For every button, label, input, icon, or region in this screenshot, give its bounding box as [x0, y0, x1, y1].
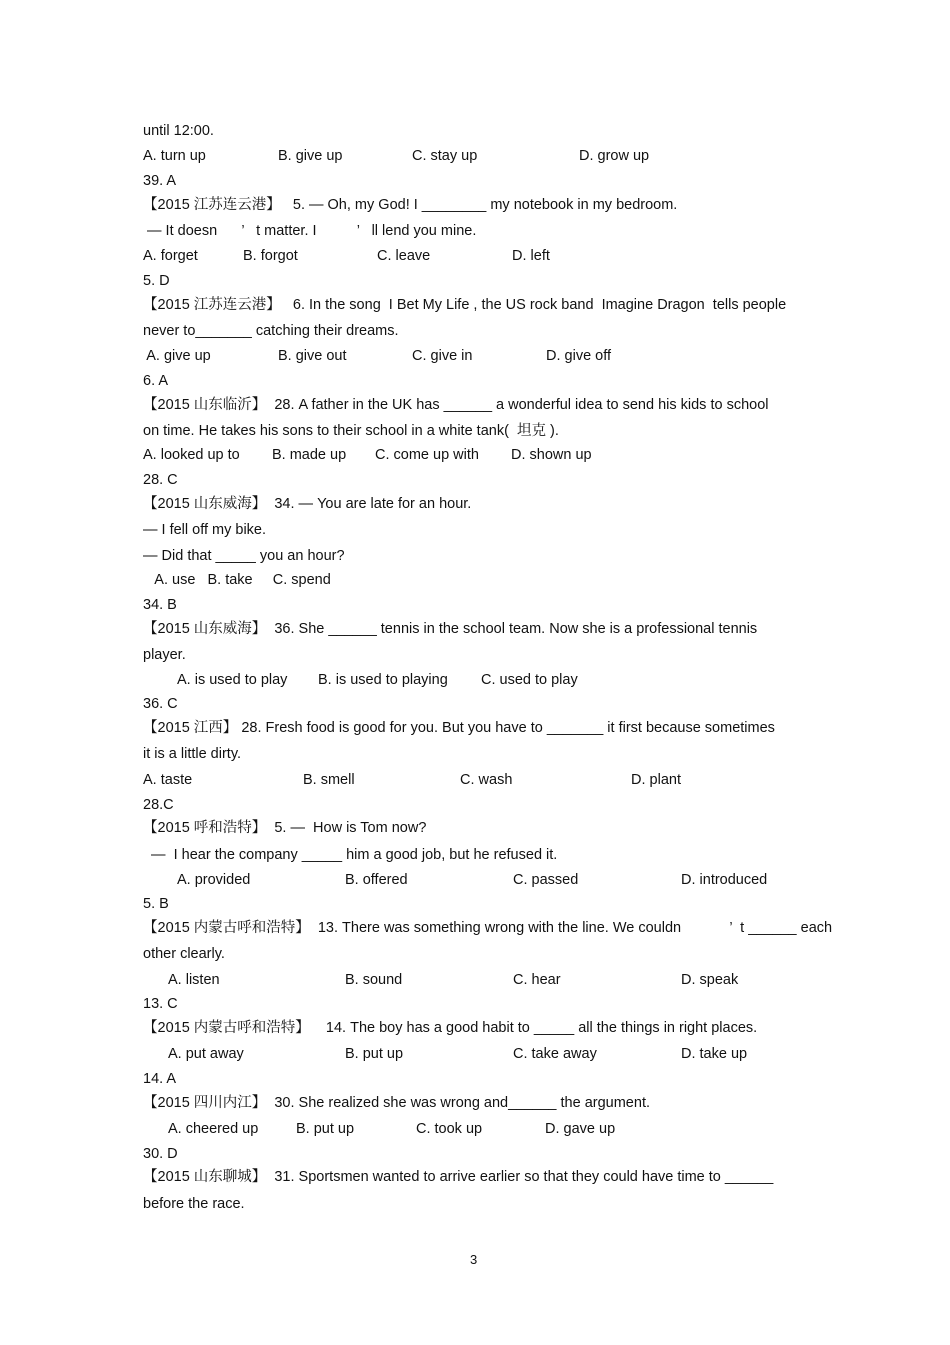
- line-text: 34. B: [143, 597, 177, 613]
- text-line: [143, 172, 176, 190]
- line-text: never to_______ catching their dreams.: [143, 323, 399, 339]
- source-tag: 【2015 呼和浩特】: [143, 820, 267, 836]
- text-line: [143, 422, 559, 440]
- line-text: 5. D: [143, 273, 170, 289]
- option-text: C. come up with: [375, 447, 479, 463]
- option-text: D. give off: [546, 348, 612, 364]
- line-text: — It doesn ’ t matter. I ’ ll lend you mine.: [143, 223, 477, 239]
- option-text: A. turn up: [143, 148, 206, 164]
- line-text: 30. She realized she was wrong and______ the argument.: [266, 1095, 650, 1111]
- option-text: D. introduced: [681, 872, 768, 888]
- line-text: 14. A: [143, 1071, 177, 1087]
- line-text: other clearly.: [143, 946, 225, 962]
- text-line: [143, 372, 168, 390]
- line-text: until 12:00.: [143, 123, 214, 139]
- question-line: [143, 620, 757, 638]
- source-tag: 【2015 江苏连云港】: [143, 197, 281, 213]
- source-tag: 【2015 山东临沂】: [143, 397, 267, 413]
- question-line: [143, 296, 786, 314]
- option-text: B. smell: [303, 772, 355, 788]
- text-line: [143, 695, 178, 713]
- option-text: C. leave: [377, 248, 431, 264]
- line-text: 14. The boy has a good habit to _____ all the things in right places.: [309, 1020, 758, 1036]
- line-text: — Did that _____ you an hour?: [143, 548, 345, 564]
- text-line: [143, 1145, 178, 1163]
- source-tag: 【2015 山东威海】: [143, 621, 267, 637]
- text-line: [143, 471, 178, 489]
- option-text: B. give out: [278, 348, 347, 364]
- option-text: A. cheered up: [168, 1121, 259, 1137]
- line-text: 28. Fresh food is good for you. But you have to _______ it first because sometimes: [237, 720, 775, 736]
- line-text: 28. C: [143, 472, 178, 488]
- line-text: 5. B: [143, 896, 169, 912]
- option-text: B. made up: [272, 447, 347, 463]
- text-line: [143, 272, 170, 290]
- option-text: A. forget: [143, 248, 198, 264]
- option-text: D. shown up: [511, 447, 592, 463]
- line-text: 6. In the song I Bet My Life , the US rock band Imagine Dragon tells people: [280, 297, 787, 313]
- option-text: D. take up: [681, 1046, 748, 1062]
- page-number: 3: [470, 1252, 478, 1267]
- text-line: [143, 846, 557, 864]
- source-tag: 【2015 内蒙古呼和浩特】: [143, 920, 310, 936]
- line-text: 13. C: [143, 996, 178, 1012]
- option-text: A. taste: [143, 772, 193, 788]
- text-line: [143, 945, 225, 963]
- text-line: [143, 122, 214, 140]
- line-text: — I hear the company _____ him a good job, but he refused it.: [143, 847, 558, 863]
- line-text: 5. — How is Tom now?: [266, 820, 427, 836]
- option-text: B. give up: [278, 148, 343, 164]
- line-text: it is a little dirty.: [143, 746, 242, 762]
- option-text: B. sound: [345, 972, 403, 988]
- question-line: [143, 819, 426, 837]
- line-text: 28.C: [143, 797, 174, 813]
- line-text: 36. C: [143, 696, 178, 712]
- question-line: [143, 495, 471, 513]
- text-line: [143, 1070, 176, 1088]
- option-text: A. give up: [143, 348, 211, 364]
- question-line: [143, 1094, 650, 1112]
- line-text: 34. — You are late for an hour.: [266, 496, 472, 512]
- text-line: [143, 796, 174, 814]
- option-text: C. hear: [513, 972, 561, 988]
- option-text: A. is used to play: [177, 672, 288, 688]
- option-text: D. gave up: [545, 1121, 616, 1137]
- source-tag: 【2015 四川内江】: [143, 1095, 267, 1111]
- option-text: B. put up: [296, 1121, 355, 1137]
- source-tag: 【2015 山东聊城】: [143, 1169, 267, 1185]
- source-tag: 【2015 江西】: [143, 720, 238, 736]
- line-text: 28. A father in the UK has ______ a wonderful idea to send his kids to school: [266, 397, 769, 413]
- line-text: player.: [143, 647, 186, 663]
- source-tag: 【2015 内蒙古呼和浩特】: [143, 1020, 310, 1036]
- option-text: A. provided: [177, 872, 251, 888]
- text-line: [143, 322, 399, 340]
- option-text: C. passed: [513, 872, 579, 888]
- line-text: 31. Sportsmen wanted to arrive earlier so that they could have time to ______: [266, 1169, 774, 1185]
- line-text: — I fell off my bike.: [143, 522, 267, 538]
- option-text: D. left: [512, 248, 550, 264]
- option-text: B. put up: [345, 1046, 404, 1062]
- line-text: on time. He takes his sons to their school in a white tank( 坦克 ).: [143, 423, 559, 439]
- line-text: 36. She ______ tennis in the school team. Now she is a professional tennis: [266, 621, 758, 637]
- line-text: before the race.: [143, 1196, 245, 1212]
- text-line: [143, 646, 186, 664]
- text-line: [143, 745, 241, 763]
- option-text: C. wash: [460, 772, 513, 788]
- option-text: A. looked up to: [143, 447, 240, 463]
- line-text: 13. There was something wrong with the line. We couldn ’ t ______ each: [309, 920, 833, 936]
- question-line: [143, 1019, 757, 1037]
- source-tag: 【2015 山东威海】: [143, 496, 267, 512]
- question-line: [143, 1168, 773, 1186]
- option-text: C. stay up: [412, 148, 478, 164]
- option-text: B. offered: [345, 872, 408, 888]
- text-line: [143, 995, 178, 1013]
- option-text: C. used to play: [481, 672, 578, 688]
- question-line: [143, 919, 832, 937]
- line-text: A. use B. take C. spend: [143, 572, 331, 588]
- option-text: A. listen: [168, 972, 220, 988]
- option-text: C. give in: [412, 348, 473, 364]
- text-line: [143, 222, 476, 240]
- option-text: B. forgot: [243, 248, 298, 264]
- option-text: A. put away: [168, 1046, 244, 1062]
- line-text: 30. D: [143, 1146, 178, 1162]
- option-text: B. is used to playing: [318, 672, 448, 688]
- option-text: D. plant: [631, 772, 681, 788]
- text-line: [143, 895, 169, 913]
- line-text: 5. — Oh, my God! I ________ my notebook in my bedroom.: [280, 197, 678, 213]
- text-line: [143, 571, 331, 589]
- option-text: D. grow up: [579, 148, 650, 164]
- option-text: C. took up: [416, 1121, 483, 1137]
- text-line: [143, 596, 177, 614]
- option-text: D. speak: [681, 972, 739, 988]
- line-text: 6. A: [143, 373, 168, 389]
- question-line: [143, 196, 677, 214]
- option-text: C. take away: [513, 1046, 597, 1062]
- question-line: [143, 719, 775, 737]
- text-line: [143, 1195, 245, 1213]
- question-line: [143, 396, 768, 414]
- source-tag: 【2015 江苏连云港】: [143, 297, 281, 313]
- text-line: [143, 521, 266, 539]
- line-text: 39. A: [143, 173, 177, 189]
- text-line: [143, 547, 345, 565]
